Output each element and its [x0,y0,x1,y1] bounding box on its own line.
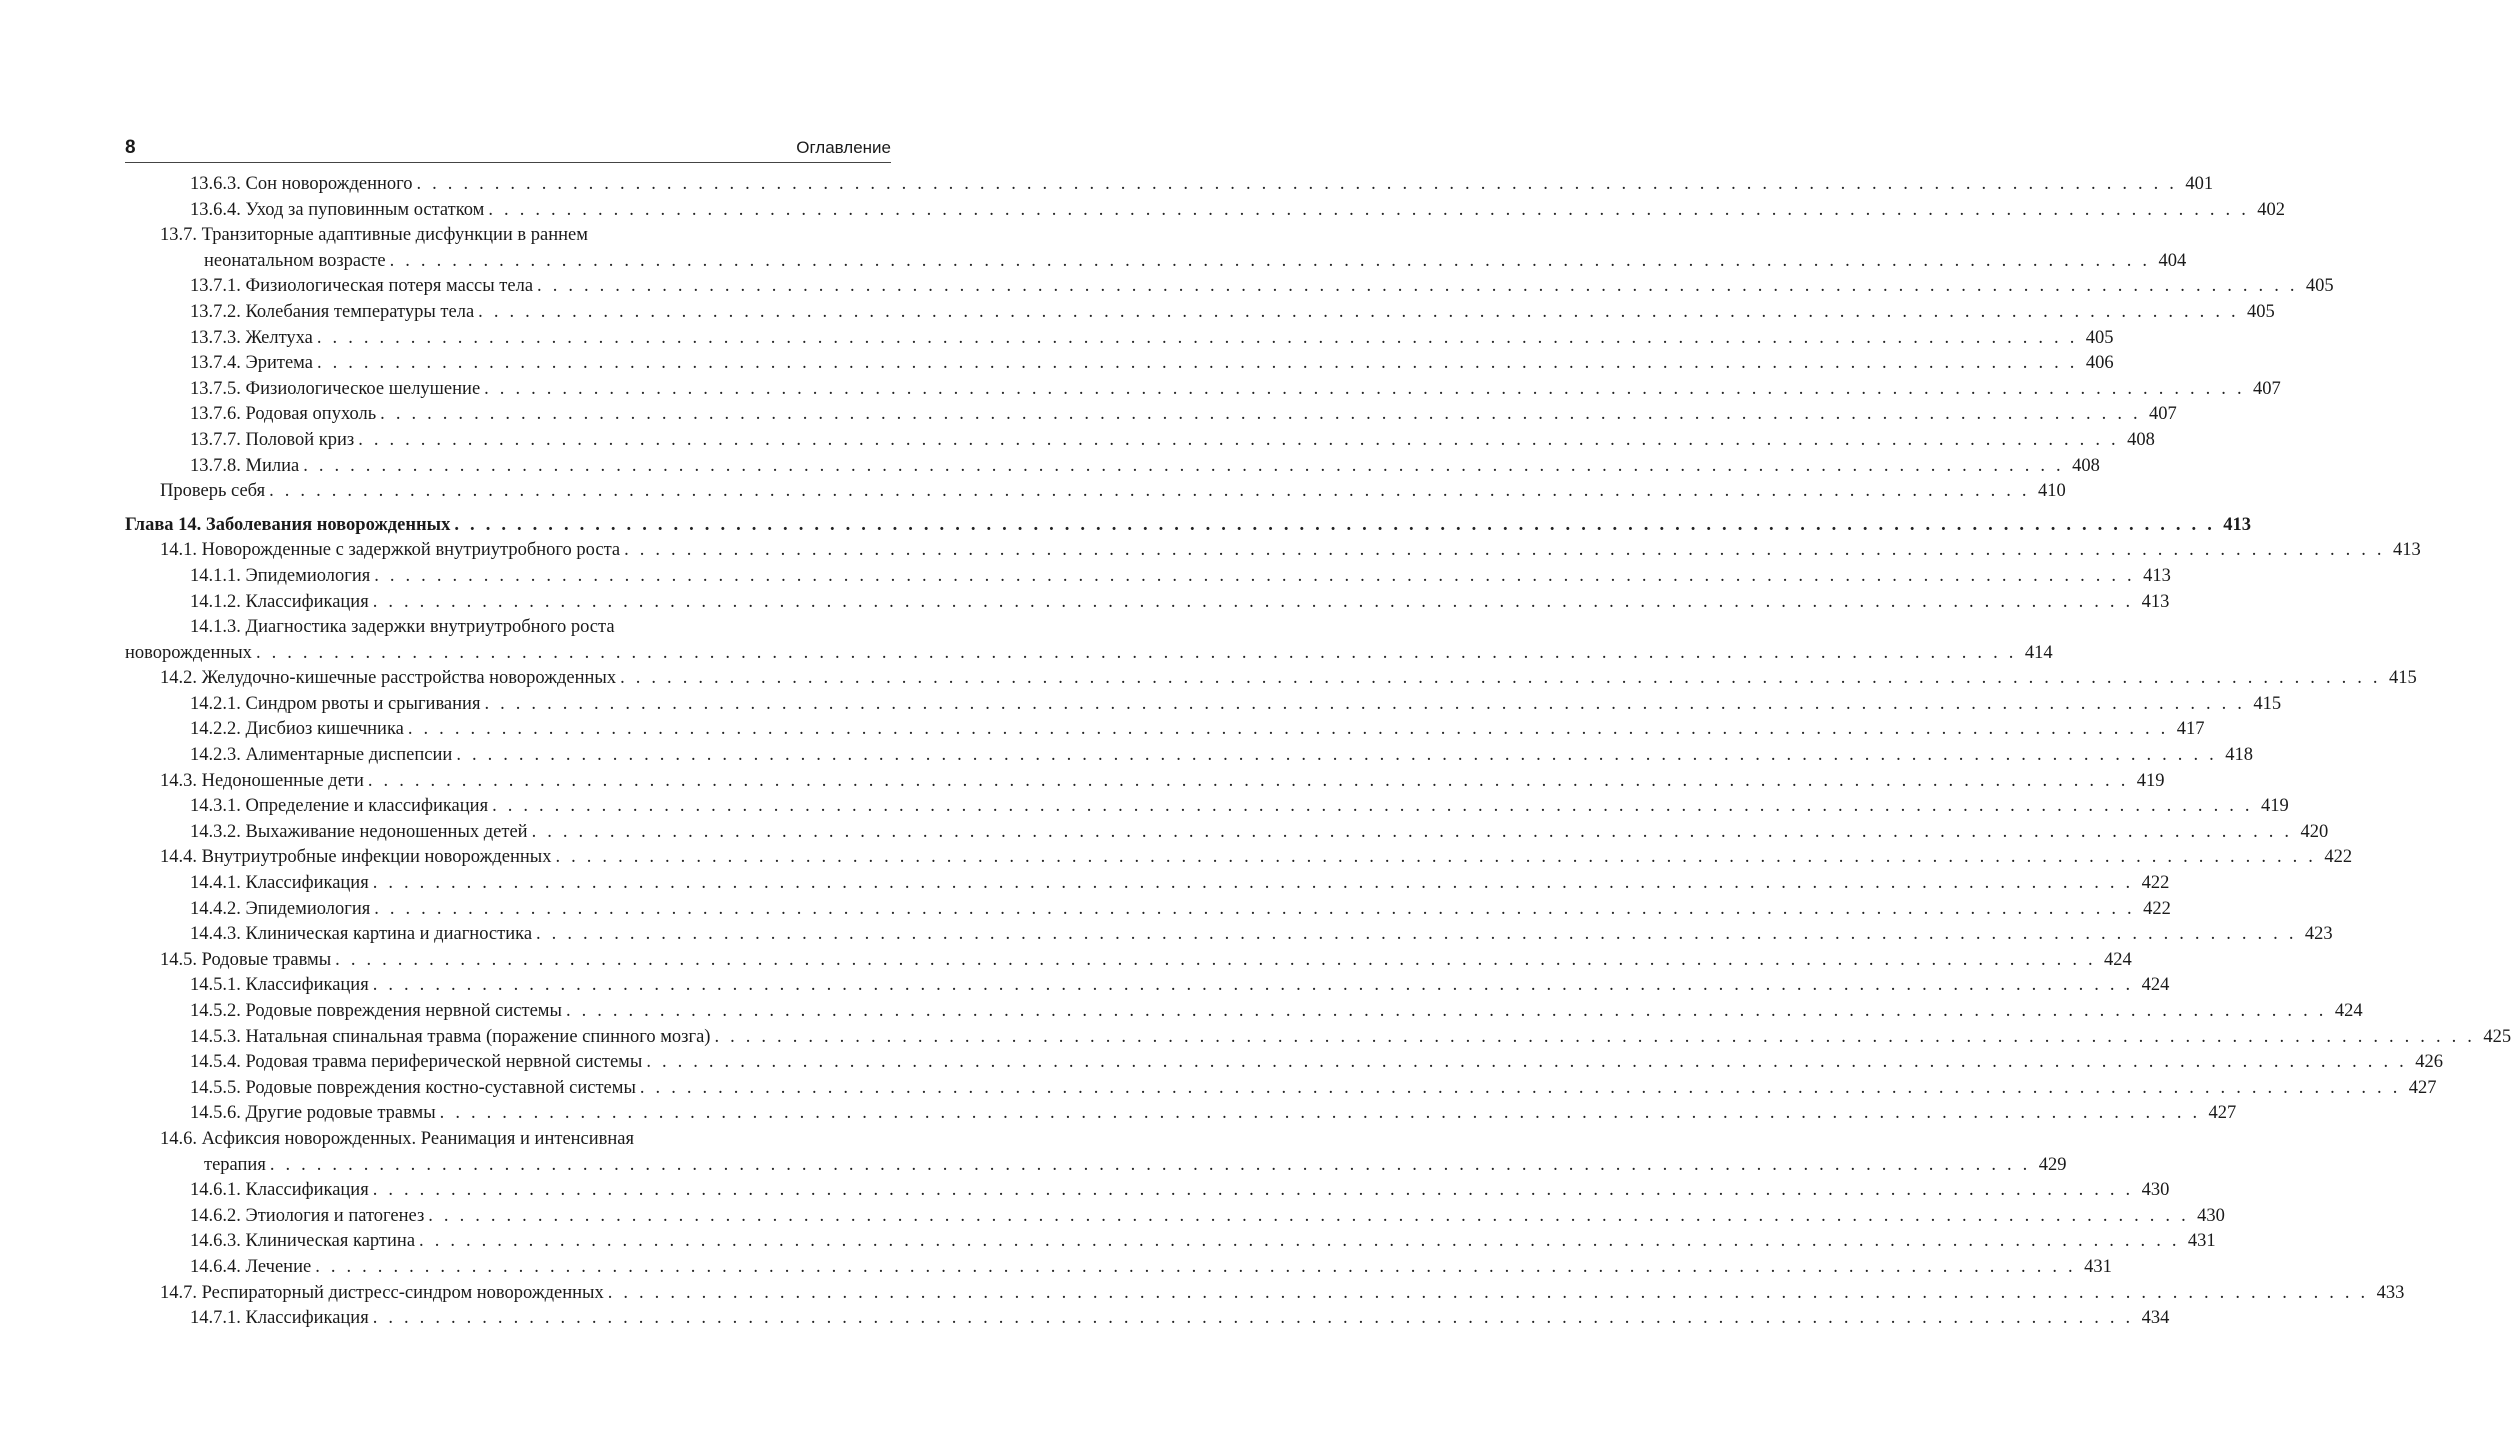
toc-leader-dots [303,454,2064,480]
toc-leader-dots [335,948,2096,974]
toc-entry-title: 14.2.3. Алиментарные диспепсии [190,745,453,766]
toc-chapter [125,513,2252,539]
toc-entry-title: 14.7.1. Классификация [190,1308,369,1329]
toc-page-number: 418 [2225,745,2253,766]
toc-entry [125,1255,2112,1281]
toc-entry [125,845,2353,871]
toc-entry-title: 14.2.2. Дисбиоз кишечника [190,719,404,740]
toc-entry [125,641,2053,667]
toc-leader-dots [456,743,2217,769]
toc-leader-dots [390,249,2151,275]
toc-entry [125,1127,891,1153]
toc-entry-title: 13.7.7. Половой криз [190,429,355,450]
toc-leader-dots [270,1153,2031,1179]
toc-page-number: 427 [2208,1103,2237,1124]
toc-leader-dots [555,845,2316,871]
toc-entry-title: 13.7. Транзиторные адаптивные дисфункции в раннем [160,225,588,246]
toc-page-number: 424 [2334,1001,2363,1021]
toc-entry-title: 14.5.4. Родовая травма периферической нервной системы [190,1052,643,1073]
toc-leader-dots [419,1229,2180,1255]
page-header [125,134,891,163]
toc-leader-dots [492,794,2253,820]
toc-entry [125,351,2114,377]
toc-leader-dots [646,1050,2407,1076]
toc-entry [125,590,2170,616]
toc-page-number: 413 [2223,514,2252,535]
toc-entry-title: 14.5.6. Другие родовые травмы [190,1103,436,1124]
toc-entry [125,769,2165,795]
toc-entry [125,377,2281,403]
toc-page-number: 422 [2324,847,2353,868]
toc-entry-title: 14.3. Недоношенные дети [160,770,364,791]
toc-entry [125,300,2275,326]
toc-page-number: 434 [2141,1308,2170,1329]
toc-page-number: 414 [2024,642,2053,663]
toc-leader-dots [317,326,2078,352]
toc-page-number: 404 [2158,250,2187,271]
toc-entry [125,692,2282,718]
toc-leader-dots [537,274,2298,300]
toc-entry-title: 13.7.6. Родовая опухоль [190,404,377,425]
toc-page-number: 431 [2187,1231,2216,1252]
toc-entry [125,871,2170,897]
toc-leader-dots [269,479,2030,505]
toc-leader-dots [374,897,2135,923]
toc-entry-title: 14.7. Респираторный дистресс-синдром новорожденных [160,1282,604,1303]
toc-entry-title: 13.7.1. Физиологическая потеря массы тела [190,276,534,297]
toc-page-number: 408 [2127,429,2155,450]
toc-entry [125,1025,2511,1051]
toc-entry-title: 14.4.3. Клиническая картина и диагностика [190,924,533,945]
toc-entry-title: 14.1.1. Эпидемиология [190,565,371,586]
toc-page-number: 415 [2388,668,2417,689]
toc-entry-title: 14.3.1. Определение и классификация [190,796,489,817]
toc-entry-title: 14.5.2. Родовые повреждения нервной системы [190,1001,562,1021]
toc-page-number: 401 [2185,174,2214,194]
toc-leader-dots [454,513,2215,539]
toc-entry [125,1204,2225,1230]
toc-entry-title: 14.2. Желудочно-кишечные расстройства новорожденных [160,668,617,689]
toc-entry-title: 14.6. Асфиксия новорожденных. Реанимация и интенсивная [160,1128,635,1149]
toc-entry [125,948,2132,974]
toc-page-number: 402 [2257,199,2286,220]
toc-page-number: 431 [2084,1256,2112,1277]
toc-page-number: 427 [2408,1077,2437,1098]
toc-entry [125,223,891,249]
toc-entry-title: 13.7.4. Эритема [190,353,313,374]
toc-page-number: 407 [2253,378,2281,399]
toc-leader-dots [417,172,2178,198]
toc-leader-dots [608,1281,2369,1307]
toc-page-number: 419 [2136,770,2165,791]
toc-entry [125,479,2066,505]
toc-entry [125,564,2171,590]
toc-entry [125,428,2155,454]
toc-entry-title: 14.6.1. Классификация [190,1180,369,1201]
toc-leader-dots [428,1204,2189,1230]
toc-entry [125,402,2177,428]
toc-page-number: 408 [2072,455,2100,476]
toc-page-number: 413 [2392,540,2421,561]
toc-entry-title: 14.1.2. Классификация [190,591,369,612]
toc-leader-dots [374,564,2135,590]
toc-entry [125,615,891,641]
toc-leader-dots [256,641,2017,667]
toc-entry-title: 14.4.2. Эпидемиология [190,898,371,919]
toc-page-number: 423 [2304,924,2333,945]
toc-entry-title: 14.6.4. Лечение [190,1256,312,1277]
toc-entry-title: 14.6.3. Клиническая картина [190,1231,416,1252]
toc-entry [125,999,2363,1025]
toc-entry [125,538,2421,564]
toc-leader-dots [373,590,2134,616]
toc-entry-title: 13.6.4. Уход за пуповинным остатком [190,199,485,220]
toc-leader-dots [532,820,2293,846]
toc-page-number: 426 [2415,1052,2443,1073]
toc-entry [125,1306,2170,1332]
toc-leader-dots [484,692,2245,718]
toc-entry-title: 13.6.3. Сон новорожденного [190,174,413,194]
table-of-contents [125,172,2511,1332]
toc-entry [125,743,2253,769]
toc-page-number: 422 [2141,873,2170,894]
toc-entry-title: терапия [204,1154,266,1175]
toc-leader-dots [408,717,2169,743]
toc-page-number: 405 [2305,276,2334,297]
toc-leader-dots [714,1025,2475,1051]
toc-page-number: 429 [2038,1154,2067,1175]
toc-leader-dots [620,666,2381,692]
toc-entry [125,172,2214,198]
toc-entry-title: Проверь себя [160,481,266,502]
toc-entry [125,274,2334,300]
toc-entry [125,820,2329,846]
toc-entry-title: Глава 14. Заболевания новорожденных [125,514,451,535]
toc-page-number: 405 [2247,301,2275,322]
toc-leader-dots [358,428,2119,454]
toc-entry [125,794,2289,820]
toc-page-number: 433 [2376,1282,2405,1303]
toc-leader-dots [478,300,2239,326]
toc-entry-title: 14.5.1. Классификация [190,975,369,996]
toc-entry [125,922,2333,948]
toc-leader-dots [624,538,2385,564]
toc-entry [125,897,2171,923]
toc-entry [125,1178,2170,1204]
toc-entry [125,1076,2437,1102]
toc-entry-title: 14.6.2. Этиология и патогенез [190,1205,425,1226]
toc-entry-title: 14.5.5. Родовые повреждения костно-суставной системы [190,1077,636,1098]
toc-entry [125,1050,2443,1076]
toc-entry-title: 14.4. Внутриутробные инфекции новорожденных [160,847,552,868]
toc-page-number: 417 [2176,719,2205,740]
toc-page-number: 405 [2085,327,2114,348]
toc-page-number: 410 [2038,481,2066,502]
toc-entry-title: новорожденных [125,642,252,663]
toc-page-number: 415 [2253,693,2282,714]
toc-entry-title: 13.7.3. Желтуха [190,327,313,348]
toc-page-number: 422 [2143,898,2171,919]
toc-leader-dots [373,871,2134,897]
toc-leader-dots [368,769,2129,795]
toc-page-number: 406 [2085,353,2114,374]
toc-entry [125,198,2286,224]
toc-page-number: 430 [2197,1205,2225,1226]
toc-entry-title: 13.7.8. Милиа [190,455,300,476]
toc-entry [125,1153,2067,1179]
toc-entry [125,249,2187,275]
toc-entry [125,1281,2405,1307]
toc-entry-title: 13.7.5. Физиологическое шелушение [190,378,481,399]
toc-leader-dots [488,198,2249,224]
toc-page-number: 419 [2260,796,2289,817]
toc-entry [125,326,2114,352]
toc-leader-dots [373,973,2134,999]
page-number: 8 [125,137,136,158]
toc-entry-title: 14.3.2. Выхаживание недоношенных детей [190,821,528,842]
toc-page-number: 407 [2149,404,2177,425]
toc-entry-title: неонатальном возрасте [204,250,386,271]
toc-leader-dots [317,351,2078,377]
toc-page-number: 420 [2300,821,2329,842]
toc-entry-title: 14.1.3. Диагностика задержки внутриутробного роста [190,617,615,638]
toc-entry [125,1229,2216,1255]
toc-leader-dots [315,1255,2076,1281]
toc-entry-title: 14.1. Новорожденные с задержкой внутриутробного роста [160,540,621,561]
toc-page-number: 424 [2104,949,2132,970]
toc-entry-title: 14.5.3. Натальная спинальная травма (поражение спинного мозга) [190,1026,711,1047]
toc-leader-dots [536,922,2297,948]
toc-entry-title: 14.2.1. Синдром рвоты и срыгивания [190,693,481,714]
toc-leader-dots [373,1306,2134,1332]
toc-leader-dots [373,1178,2134,1204]
toc-leader-dots [380,402,2141,428]
running-title: Оглавление [796,138,891,157]
toc-leader-dots [484,377,2245,403]
toc-entry-title: 14.4.1. Классификация [190,873,369,894]
toc-page-number: 413 [2141,591,2170,612]
toc-entry [125,666,2417,692]
toc-entry-title: 14.5. Родовые травмы [160,949,332,970]
toc-page-number: 413 [2143,565,2171,586]
toc-leader-dots [566,999,2327,1025]
toc-entry [125,1101,2237,1127]
toc-page-number: 430 [2141,1180,2170,1201]
toc-page-number: 425 [2483,1026,2511,1047]
toc-entry-title: 13.7.2. Колебания температуры тела [190,301,475,322]
toc-entry [125,717,2205,743]
toc-leader-dots [640,1076,2401,1102]
toc-page-number: 424 [2141,975,2170,996]
toc-entry [125,454,2100,480]
toc-entry [125,973,2170,999]
toc-leader-dots [440,1101,2201,1127]
